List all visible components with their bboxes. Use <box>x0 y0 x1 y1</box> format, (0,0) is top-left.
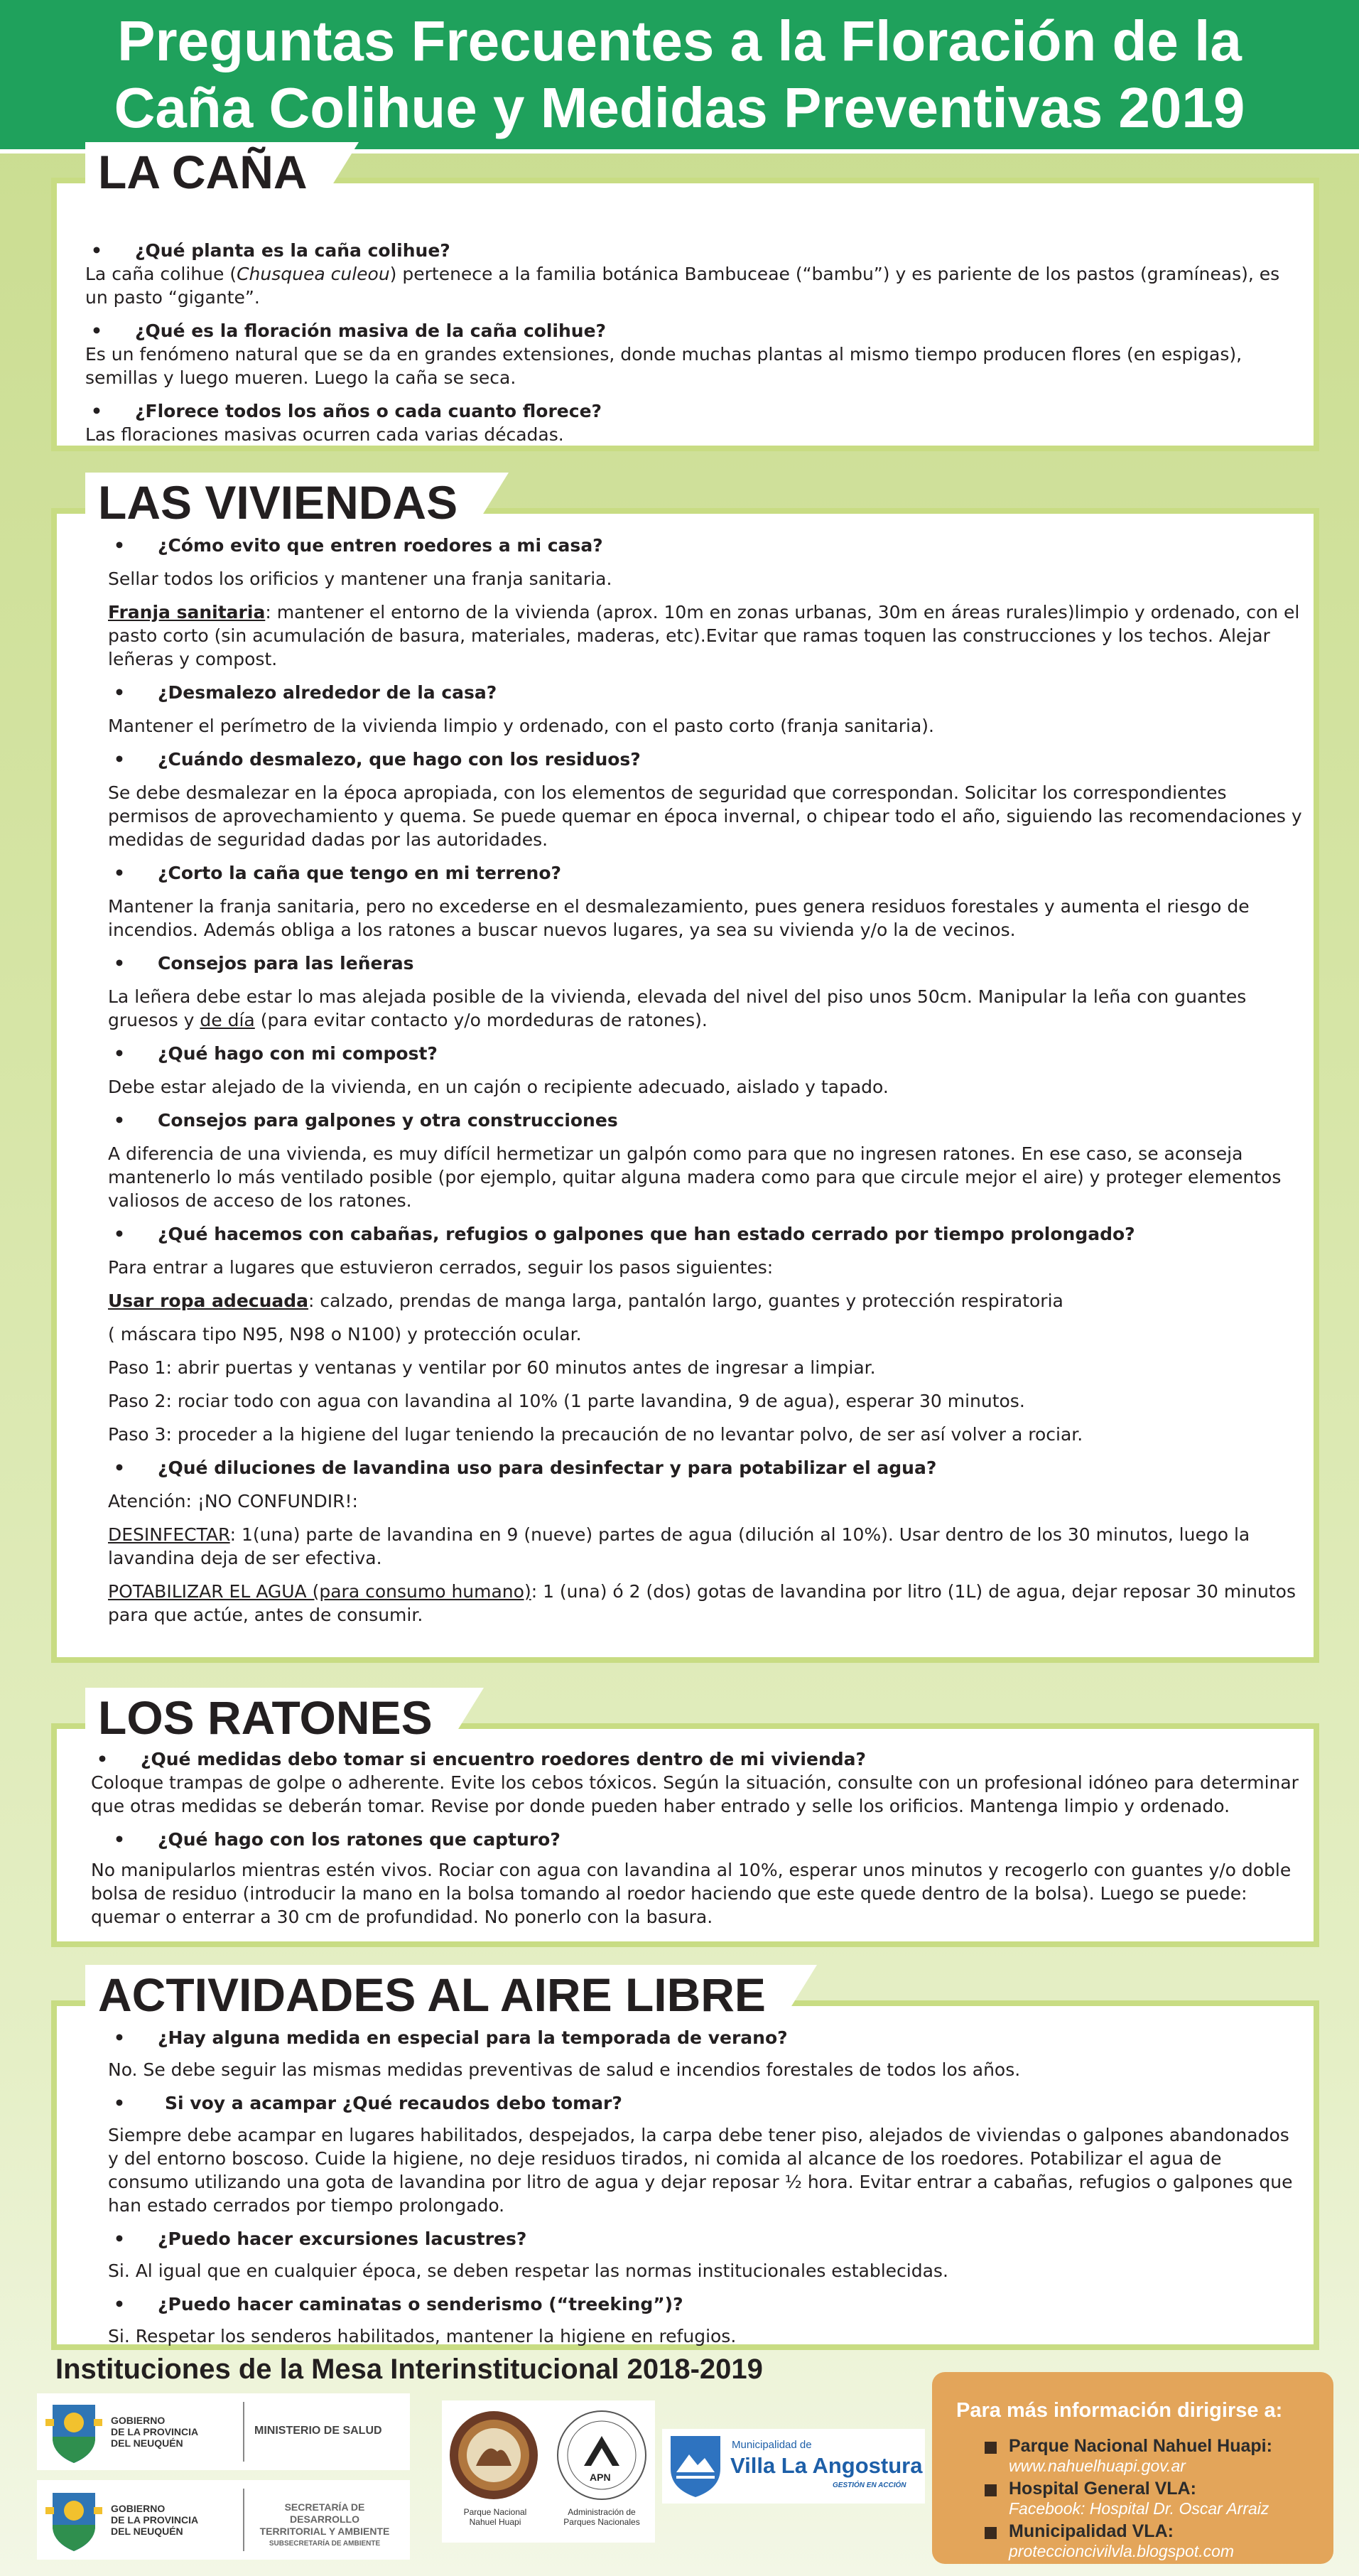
apn-abbr: APN <box>590 2472 611 2483</box>
answer-acampar: Siempre debe acampar en lugares habilitados, despejados, la carpa debe tener piso, alejados de viviendas o galpones abandonados y del entorno boscoso. Cuide la higiene, no deje residuos tirados, ni comida al alcance de los roedores. Potabilizar el agua de consumo utilizando una gota de lavandina por litro de agua y dejar reposar ½ hora. Evitar entrar a cabañas, refugios o galpones que han estado cerrados por tiempo prolongado. <box>108 2125 1293 2216</box>
logo-parques-nacionales <box>442 2400 655 2543</box>
answer-residuos: Se debe desmalezar en la época apropiada, con los elementos de seguridad que correspondan. Solicitar los correspondientes permisos de aprovechamiento y quema. Se puede quemar en época invernal, o chipear todo el año, siguiendo las recomendaciones y medidas de seguridad dadas por las autoridades. <box>108 782 1302 850</box>
answer-medidas-roedores: Coloque trampas de golpe o adherente. Evite los cebos tóxicos. Según la situación, consulte con un profesional idóneo para determinar que otras medidas se deberán tomar. Revise por donde pueden haber entrado y selle los orificios. Mantenga limpio y ordenado. <box>91 1772 1299 1816</box>
atencion: Atención: ¡NO CONFUNDIR!: <box>108 1491 358 1511</box>
answer-cabanas-intro: Para entrar a lugares que estuvieron cerrados, seguir los pasos siguientes: <box>108 1257 774 1278</box>
answer-roedores-casa: Sellar todos los orificios y mantener una franja sanitaria. <box>108 568 612 589</box>
answer-corto-cana: Mantener la franja sanitaria, pero no excederse en el desmalezamiento, pues genera residuos forestales y aumenta el riesgo de incendios. Además obliga a los ratones a buscar nuevos lugares, ya sea su vivienda y/o la de vecinos. <box>108 896 1250 940</box>
pn-line-1: Parque Nacional <box>463 2507 527 2517</box>
info-name: Parque Nacional Nahuel Huapi: <box>1009 2436 1272 2456</box>
info-detail: www.nahuelhuapi.gov.ar <box>1009 2457 1186 2475</box>
question-corto-cana: • ¿Corto la caña que tengo en mi terreno? <box>108 861 1305 885</box>
question-senderismo: • ¿Puedo hacer caminatas o senderismo (“treeking”)? <box>108 2292 1305 2316</box>
question-galpones: • Consejos para galpones y otra construcciones <box>108 1109 1305 1132</box>
question-medidas-roedores: • ¿Qué medidas debo tomar si encuentro roedores dentro de mi vivienda? <box>91 1747 1305 1771</box>
apn-caption <box>548 2507 655 2527</box>
answer-text: (para evitar contacto y/o mordeduras de ratones). <box>254 1010 708 1030</box>
neuquen-line: DEL NEUQUÉN <box>111 2437 183 2449</box>
divider <box>243 2402 244 2462</box>
answer-floracion: Es un fenómeno natural que se da en grandes extensiones, donde muchas plantas al mismo tiempo producen flores (en espigas), semillas y luego mueren. Luego la caña se seca. <box>85 344 1242 388</box>
question-diluciones: • ¿Qué diluciones de lavandina uso para desinfectar y para potabilizar el agua? <box>108 1456 1305 1480</box>
info-item-hospital <box>1009 2479 1269 2518</box>
info-heading: Para más información dirigirse a: <box>956 2399 1283 2422</box>
info-detail: Facebook: Hospital Dr. Oscar Arraiz <box>1009 2499 1269 2518</box>
question-cabanas: • ¿Qué hacemos con cabañas, refugios o galpones que han estado cerrado por tiempo prolongado? <box>108 1222 1305 1246</box>
answer-senderismo: Si. Respetar los senderos habilitados, mantener la higiene en refugios. <box>108 2326 737 2346</box>
apn-logo-icon <box>556 2409 648 2501</box>
section-content-ratones <box>91 1747 1305 1939</box>
secretaria-line-3: SUBSECRETARÍA DE AMBIENTE <box>269 2540 381 2548</box>
section-content-la-cana <box>85 239 1305 456</box>
paso-1: Paso 1: abrir puertas y ventanas y ventilar por 60 minutos antes de ingresar a limpiar. <box>108 1357 876 1378</box>
section-ratones <box>51 1691 1319 1947</box>
section-title-la-cana: LA CAÑA <box>85 142 322 202</box>
answer-lacustres: Si. Al igual que en cualquier época, se deben respetar las normas institucionales establecidas. <box>108 2260 948 2281</box>
question-desmalezo: • ¿Desmalezo alrededor de la casa? <box>108 681 1305 704</box>
question-compost: • ¿Qué hago con mi compost? <box>108 1042 1305 1065</box>
answer-ropa-2: ( máscara tipo N95, N98 o N100) y protección ocular. <box>108 1324 582 1344</box>
answer-compost: Debe estar alejado de la vivienda, en un cajón o recipiente adecuado, aislado y tapado. <box>108 1077 889 1097</box>
gobierno-line: GOBIERNO <box>111 2415 166 2426</box>
villa-la-angostura-shield-icon <box>668 2433 723 2499</box>
provincia-line: DE LA PROVINCIA <box>111 2426 199 2437</box>
page-title <box>114 8 1245 141</box>
info-name: Municipalidad VLA: <box>1009 2521 1174 2541</box>
gobierno-neuquen-text <box>111 2503 198 2537</box>
answer-capturo: No manipularlos mientras estén vivos. Rociar con agua con lavandina al 10%, esperar unos minutos y recogerlo con guantes y/o doble bolsa de residuo (introducir la mano en la bolsa tomando al roedor haciendo que este quede dentro de la bolsa). Luego se puede: quemar o enterrar a 30 cm de profundidad. No ponerlo con la basura. <box>91 1860 1292 1927</box>
neuquen-shield-icon <box>45 2486 102 2554</box>
section-title-viviendas: LAS VIVIENDAS <box>85 473 472 532</box>
vla-name: Villa La Angostura <box>730 2453 923 2478</box>
apn-line-1: Administración de <box>568 2507 636 2517</box>
pn-line-2: Nahuel Huapi <box>469 2517 521 2527</box>
section-title-actividades: ACTIVIDADES AL AIRE LIBRE <box>85 1965 780 2025</box>
title-line-2: Caña Colihue y Medidas Preventivas 2019 <box>114 76 1245 139</box>
apn-line-2: Parques Nacionales <box>563 2517 640 2527</box>
parque-nacional-caption <box>442 2507 548 2527</box>
franja-label: Franja sanitaria <box>108 602 266 623</box>
section-content-viviendas <box>108 534 1305 1637</box>
answer-desmalezo: Mantener el perímetro de la vivienda limpio y ordenado, con el pasto corto (franja sanitaria). <box>108 716 934 736</box>
info-item-municipalidad <box>1009 2521 1234 2561</box>
ropa-text: : calzado, prendas de manga larga, pantalón largo, guantes y protección respiratoria <box>308 1290 1063 1311</box>
ministerio-salud: MINISTERIO DE SALUD <box>254 2425 382 2437</box>
question-verano: • ¿Hay alguna medida en especial para la temporada de verano? <box>108 2026 1305 2049</box>
question-residuos: • ¿Cuándo desmalezo, que hago con los residuos? <box>108 748 1305 771</box>
question-planta: • ¿Qué planta es la caña colihue? <box>85 239 1305 262</box>
question-lacustres: • ¿Puedo hacer excursiones lacustres? <box>108 2227 1305 2251</box>
desinfectar-text: : 1(una) parte de lavandina en 9 (nueve) partes de agua (dilución al 10%). Usar dentro de los 30 minutos, luego la lavandina deja de ser efectiva. <box>108 1524 1250 1568</box>
potabilizar-text: : 1 (una) ó 2 (dos) gotas de lavandina por litro (1L) de agua, dejar reposar 30 minutos para que actúe, antes de consumir. <box>108 1581 1296 1625</box>
logo-villa-la-angostura <box>662 2429 925 2504</box>
info-item-parque <box>1009 2436 1272 2476</box>
paso-3: Paso 3: proceder a la higiene del lugar teniendo la precaución de no levantar polvo, de ser así volver a rociar. <box>108 1424 1083 1445</box>
logo-gobierno-salud <box>37 2393 410 2470</box>
info-box <box>932 2372 1333 2564</box>
question-florece: • ¿Florece todos los años o cada cuanto florece? <box>85 399 1305 423</box>
answer-ropa <box>108 1289 1305 1313</box>
section-viviendas <box>51 476 1319 1663</box>
page-header <box>0 0 1359 153</box>
answer-planta <box>85 262 1305 309</box>
divider <box>243 2489 244 2551</box>
logo-gobierno-secretaria <box>37 2480 410 2560</box>
provincia-line: DE LA PROVINCIA <box>111 2514 199 2526</box>
question-capturo: • ¿Qué hago con los ratones que capturo? <box>108 1828 1305 1851</box>
answer-text: ) pertenece a la familia botánica Bambuceae (“bambu”) y es pariente de los pastos (gramíneas), es un pasto “gigante”. <box>85 264 1280 308</box>
footer-title: Instituciones de la Mesa Interinstitucional 2018-2019 <box>55 2354 763 2385</box>
info-name: Hospital General VLA: <box>1009 2479 1196 2499</box>
section-la-cana <box>51 146 1319 451</box>
title-line-1: Preguntas Frecuentes a la Floración de la <box>117 9 1242 72</box>
secretaria-line-2: TERRITORIAL Y AMBIENTE <box>259 2526 390 2537</box>
question-acampar: • Si voy a acampar ¿Qué recaudos debo tomar? <box>108 2091 1305 2115</box>
answer-leneras <box>108 985 1305 1032</box>
answer-potabilizar <box>108 1580 1305 1627</box>
answer-franja-sanitaria <box>108 600 1305 671</box>
answer-desinfectar <box>108 1523 1305 1570</box>
ropa-label: Usar ropa adecuada <box>108 1290 309 1311</box>
question-leneras: • Consejos para las leñeras <box>108 952 1305 975</box>
gobierno-line: GOBIERNO <box>111 2503 166 2514</box>
potabilizar-label: POTABILIZAR EL AGUA (para consumo humano) <box>108 1581 531 1602</box>
question-roedores-casa: • ¿Cómo evito que entren roedores a mi casa? <box>108 534 1305 557</box>
paso-2: Paso 2: rociar todo con agua con lavandina al 10% (1 parte lavandina, 9 de agua), esperar 30 minutos. <box>108 1391 1025 1411</box>
vla-tagline: GESTIÓN EN ACCIÓN <box>833 2481 906 2489</box>
answer-text: La caña colihue ( <box>85 264 237 284</box>
answer-text: La leñera debe estar lo mas alejada posible de la vivienda, elevada del nivel del piso unos 50cm. Manipular la leña con guantes gruesos y <box>108 986 1247 1030</box>
vla-small-text: Municipalidad de <box>732 2439 812 2451</box>
section-title-ratones: LOS RATONES <box>85 1688 447 1747</box>
gobierno-neuquen-text <box>111 2415 198 2449</box>
species-name: Chusquea culeou <box>237 264 390 284</box>
section-content-actividades <box>108 2026 1305 2358</box>
section-actividades <box>51 1968 1319 2350</box>
neuquen-line: DEL NEUQUÉN <box>111 2526 183 2537</box>
secretaria-desarrollo <box>250 2501 399 2550</box>
info-detail: proteccioncivilvla.blogspot.com <box>1009 2542 1235 2560</box>
underlined-text: de día <box>200 1010 255 1030</box>
answer-verano: No. Se debe seguir las mismas medidas preventivas de salud e incendios forestales de todos los años. <box>108 2059 1021 2080</box>
franja-text: : mantener el entorno de la vivienda (aprox. 10m en zonas urbanas, 30m en áreas rurales)limpio y ordenado, con el pasto corto (sin acumulación de basura, materiales, maderas, etc).Evitar que ramas toquen las construcciones y los techos. Alejar leñeras y compost. <box>108 602 1300 669</box>
answer-florece: Las floraciones masivas ocurren cada varias décadas. <box>85 424 564 445</box>
parque-nahuel-huapi-logo-icon <box>448 2409 540 2501</box>
desinfectar-label: DESINFECTAR <box>108 1524 230 1545</box>
question-floracion: • ¿Qué es la floración masiva de la caña colihue? <box>85 319 1305 343</box>
answer-galpones: A diferencia de una vivienda, es muy difícil hermetizar un galpón como para que no ingresen ratones. En ese caso, se aconseja mantenerlo lo más ventilado posible (por ejemplo, quitar alguna madera como para que circule mejor el aire) y proteger elementos valiosos de acceso de los ratones. <box>108 1143 1282 1211</box>
neuquen-shield-icon <box>45 2398 102 2466</box>
secretaria-line-1: SECRETARÍA DE DESARROLLO <box>284 2501 365 2525</box>
